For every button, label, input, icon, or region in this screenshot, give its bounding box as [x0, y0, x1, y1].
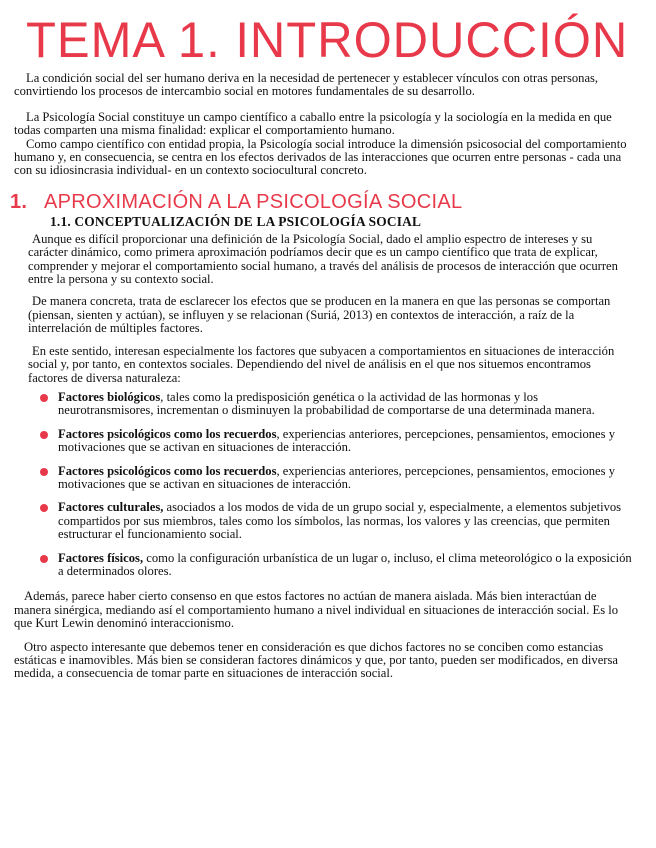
section-heading — [10, 190, 632, 214]
subsection-heading: 1.1. CONCEPTUALIZACIÓN DE LA PSICOLOGÍA SOCIAL — [50, 213, 422, 229]
factor-term: Factores físicos, — [58, 550, 144, 565]
intro-paragraph: Como campo científico con entidad propia, la Psicología social introduce la dimensión psicosocial del comportamiento humano y, en consecuencia, se centra en los efectos derivados de las interacciones que ocurren entre personas - cada una con su idiosincrasia individual- en un contexto sociocultural concreto. — [14, 136, 627, 178]
bullet-icon — [40, 504, 48, 512]
factor-text: , tales como la predisposición genética o la actividad de las hormonas y los neurotransmisores, incrementan o disminuyen la probabilidad de comportarse de una determinada manera. — [58, 389, 595, 418]
section-body — [14, 233, 632, 579]
factors-list — [14, 391, 632, 578]
list-item — [42, 428, 632, 455]
bullet-icon — [40, 555, 48, 563]
page-title: TEMA 1. INTRODUCCIÓN — [26, 12, 629, 68]
factor-text: asociados a los modos de vida de un grupo social y, especialmente, a elementos subjetivos compartidos por sus miembros, tales como los símbolos, las normas, los valores y las creencias, que permiten estructurar el funcionamiento social. — [58, 500, 622, 542]
body-paragraph: Aunque es difícil proporcionar una definición de la Psicología Social, dado el amplio espectro de intereses y su carácter dinámico, como primera aproximación podríamos decir que es un campo científico que trata de explicar, comprender y mejorar el comportamiento social humano, a través del análisis de procesos de interacción que ocurren entre la persona y su contexto social. — [28, 231, 618, 287]
section-number: 1. — [10, 190, 28, 213]
factor-term: Factores psicológicos como los recuerdos — [58, 463, 277, 478]
factor-text: como la configuración urbanística de un lugar o, incluso, el clima meteorológico o la exposición a determinados olores. — [58, 550, 632, 578]
bullet-icon — [40, 431, 48, 439]
list-item — [42, 391, 632, 418]
intro-paragraph: La Psicología Social constituye un campo científico a caballo entre la psicología y la sociología en la medida en que todas comparten una misma finalidad: explicar el comportamiento humano. — [14, 109, 612, 138]
factor-text: , experiencias anteriores, percepciones, pensamientos, emociones y motivaciones que se activan en situaciones de interacción. — [58, 426, 615, 455]
factor-term: Factores biológicos — [58, 389, 161, 404]
bullet-icon — [40, 394, 48, 402]
list-item — [42, 465, 632, 492]
body-paragraph: En este sentido, interesan especialmente los factores que subyacen a comportamientos en situaciones de interacción social y, por tanto, en contextos sociales. Dependiendo del nivel de análisis en el que nos situemos encontramos factores de diversa naturaleza: — [28, 343, 615, 385]
section-title: APROXIMACIÓN A LA PSICOLOGÍA SOCIAL — [44, 190, 463, 213]
closing-paragraph: Otro aspecto interesante que debemos tener en consideración es que dichos factores no se conciben como estancias estáticas e inamovibles. Más bien se consideran factores dinámicos y que, por tanto, pueden ser modificados, en diversa medida, a consecuencia de tomar parte en situaciones de interacción social. — [14, 639, 618, 681]
factor-text: , experiencias anteriores, percepciones, pensamientos, emociones y motivaciones que se activan en situaciones de interacción. — [58, 463, 615, 491]
bullet-icon — [40, 468, 48, 476]
factor-term: Factores culturales, — [58, 500, 164, 515]
list-item — [42, 501, 632, 541]
intro-paragraph: La condición social del ser humano deriva en la necesidad de pertenecer y establecer vínculos con otras personas, convirtiendo los procesos de intercambio social en motores fundamentales de su desarrollo. — [14, 71, 599, 99]
body-paragraph: De manera concreta, trata de esclarecer los efectos que se producen en la manera en que las personas se comportan (piensan, sienten y actúan), se influyen y se relacionan (Suriá, 2013) en contextos de interacción, a raíz de la interrelación de múltiples factores. — [28, 294, 611, 336]
factor-term: Factores psicológicos como los recuerdos — [58, 426, 277, 441]
list-item — [42, 552, 632, 579]
closing-paragraph: Además, parece haber cierto consenso en que estos factores no actúan de manera aislada. Más bien interactúan de manera sinérgica, mediando así el comportamiento humano a nivel individual en situaciones de interacción social. Es lo que Kurt Lewin denominó interaccionismo. — [14, 589, 619, 631]
